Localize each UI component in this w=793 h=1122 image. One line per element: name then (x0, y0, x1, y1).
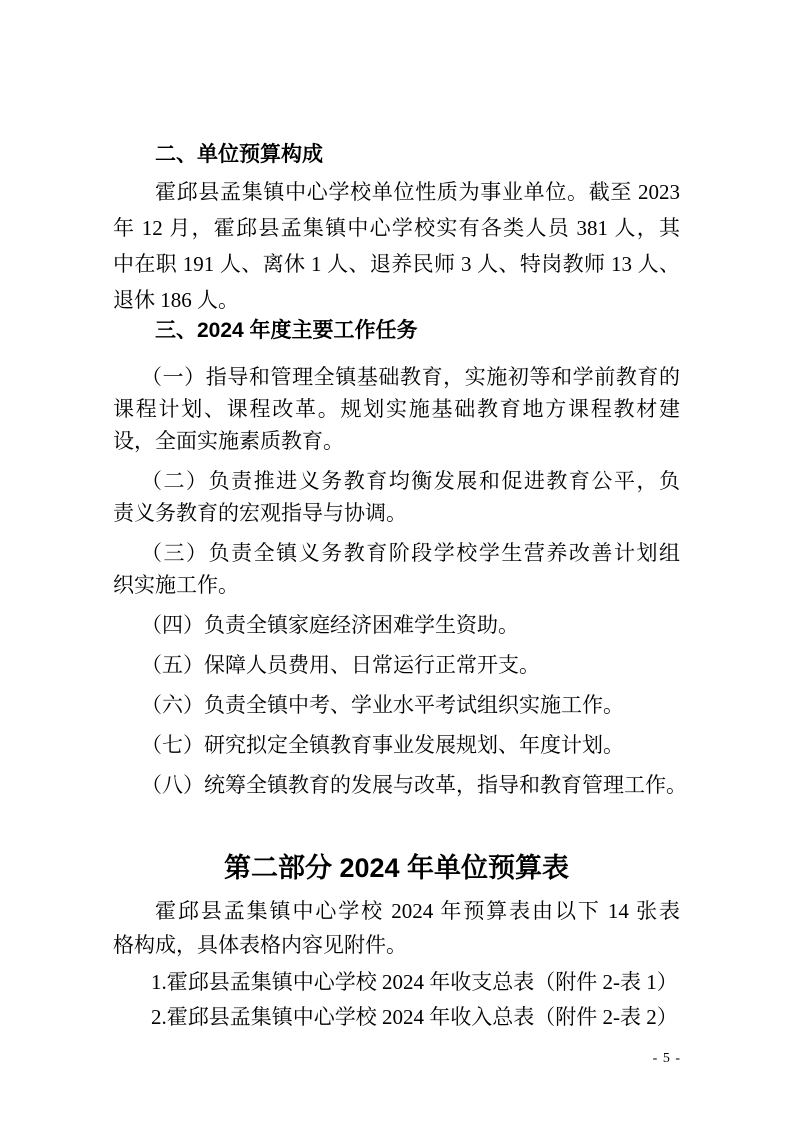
task-paragraph-8 (113, 769, 687, 801)
text-line: 霍邱县孟集镇中心学校单位性质为事业单位。截至 2023 (155, 180, 680, 204)
page-number: - 5 - (652, 1051, 681, 1066)
text-line: 织实施工作。 (113, 573, 239, 597)
task-paragraph-3 (113, 537, 680, 601)
text-line: （二）负责推进义务教育均衡发展和促进教育公平，负 (141, 469, 680, 493)
budget-table-list-item-2: 2.霍邱县孟集镇中心学校 2024 年收入总表（附件 2-表 2） (151, 1005, 678, 1029)
part-2-heading: 第二部分 2024 年单位预算表 (223, 853, 570, 883)
task-paragraph-4 (113, 609, 680, 641)
text-line: 中在职 191 人、离休 1 人、退养民师 3 人、特岗教师 13 人、 (113, 252, 680, 276)
part-2-intro-paragraph (113, 894, 680, 962)
text-line: 责义务教育的宏观指导与协调。 (113, 501, 407, 525)
section-3-heading: 三、2024 年度主要工作任务 (155, 319, 418, 342)
text-line: 设，全面实施素质教育。 (113, 429, 344, 453)
task-paragraph-6 (113, 689, 680, 721)
text-line: （一）指导和管理全镇基础教育，实施初等和学前教育的 (141, 365, 680, 389)
text-line: 退休 186 人。 (113, 288, 239, 312)
task-paragraph-1 (113, 361, 680, 457)
task-paragraph-7 (113, 729, 680, 761)
text-line: 霍邱县孟集镇中心学校 2024 年预算表由以下 14 张表 (155, 899, 680, 923)
text-line: （八）统筹全镇教育的发展与改革，指导和教育管理工作。 (141, 773, 687, 797)
text-line: 年 12 月，霍邱县孟集镇中心学校实有各类人员 381 人，其 (113, 216, 680, 240)
task-paragraph-5 (113, 649, 680, 681)
budget-table-list-item-1: 1.霍邱县孟集镇中心学校 2024 年收支总表（附件 2-表 1） (151, 970, 678, 994)
text-line: 课程计划、课程改革。规划实施基础教育地方课程教材建 (113, 397, 680, 421)
text-line: （七）研究拟定全镇教育事业发展规划、年度计划。 (141, 733, 624, 757)
text-line: （三）负责全镇义务教育阶段学校学生营养改善计划组 (141, 541, 680, 565)
section-2-paragraph (113, 174, 680, 318)
text-line: （六）负责全镇中考、学业水平考试组织实施工作。 (141, 693, 624, 717)
text-line: （五）保障人员费用、日常运行正常开支。 (141, 653, 540, 677)
text-line: 格构成，具体表格内容见附件。 (113, 933, 407, 957)
text-line: （四）负责全镇家庭经济困难学生资助。 (141, 613, 519, 637)
task-paragraph-2 (113, 465, 680, 529)
section-2-heading: 二、单位预算构成 (155, 143, 323, 166)
